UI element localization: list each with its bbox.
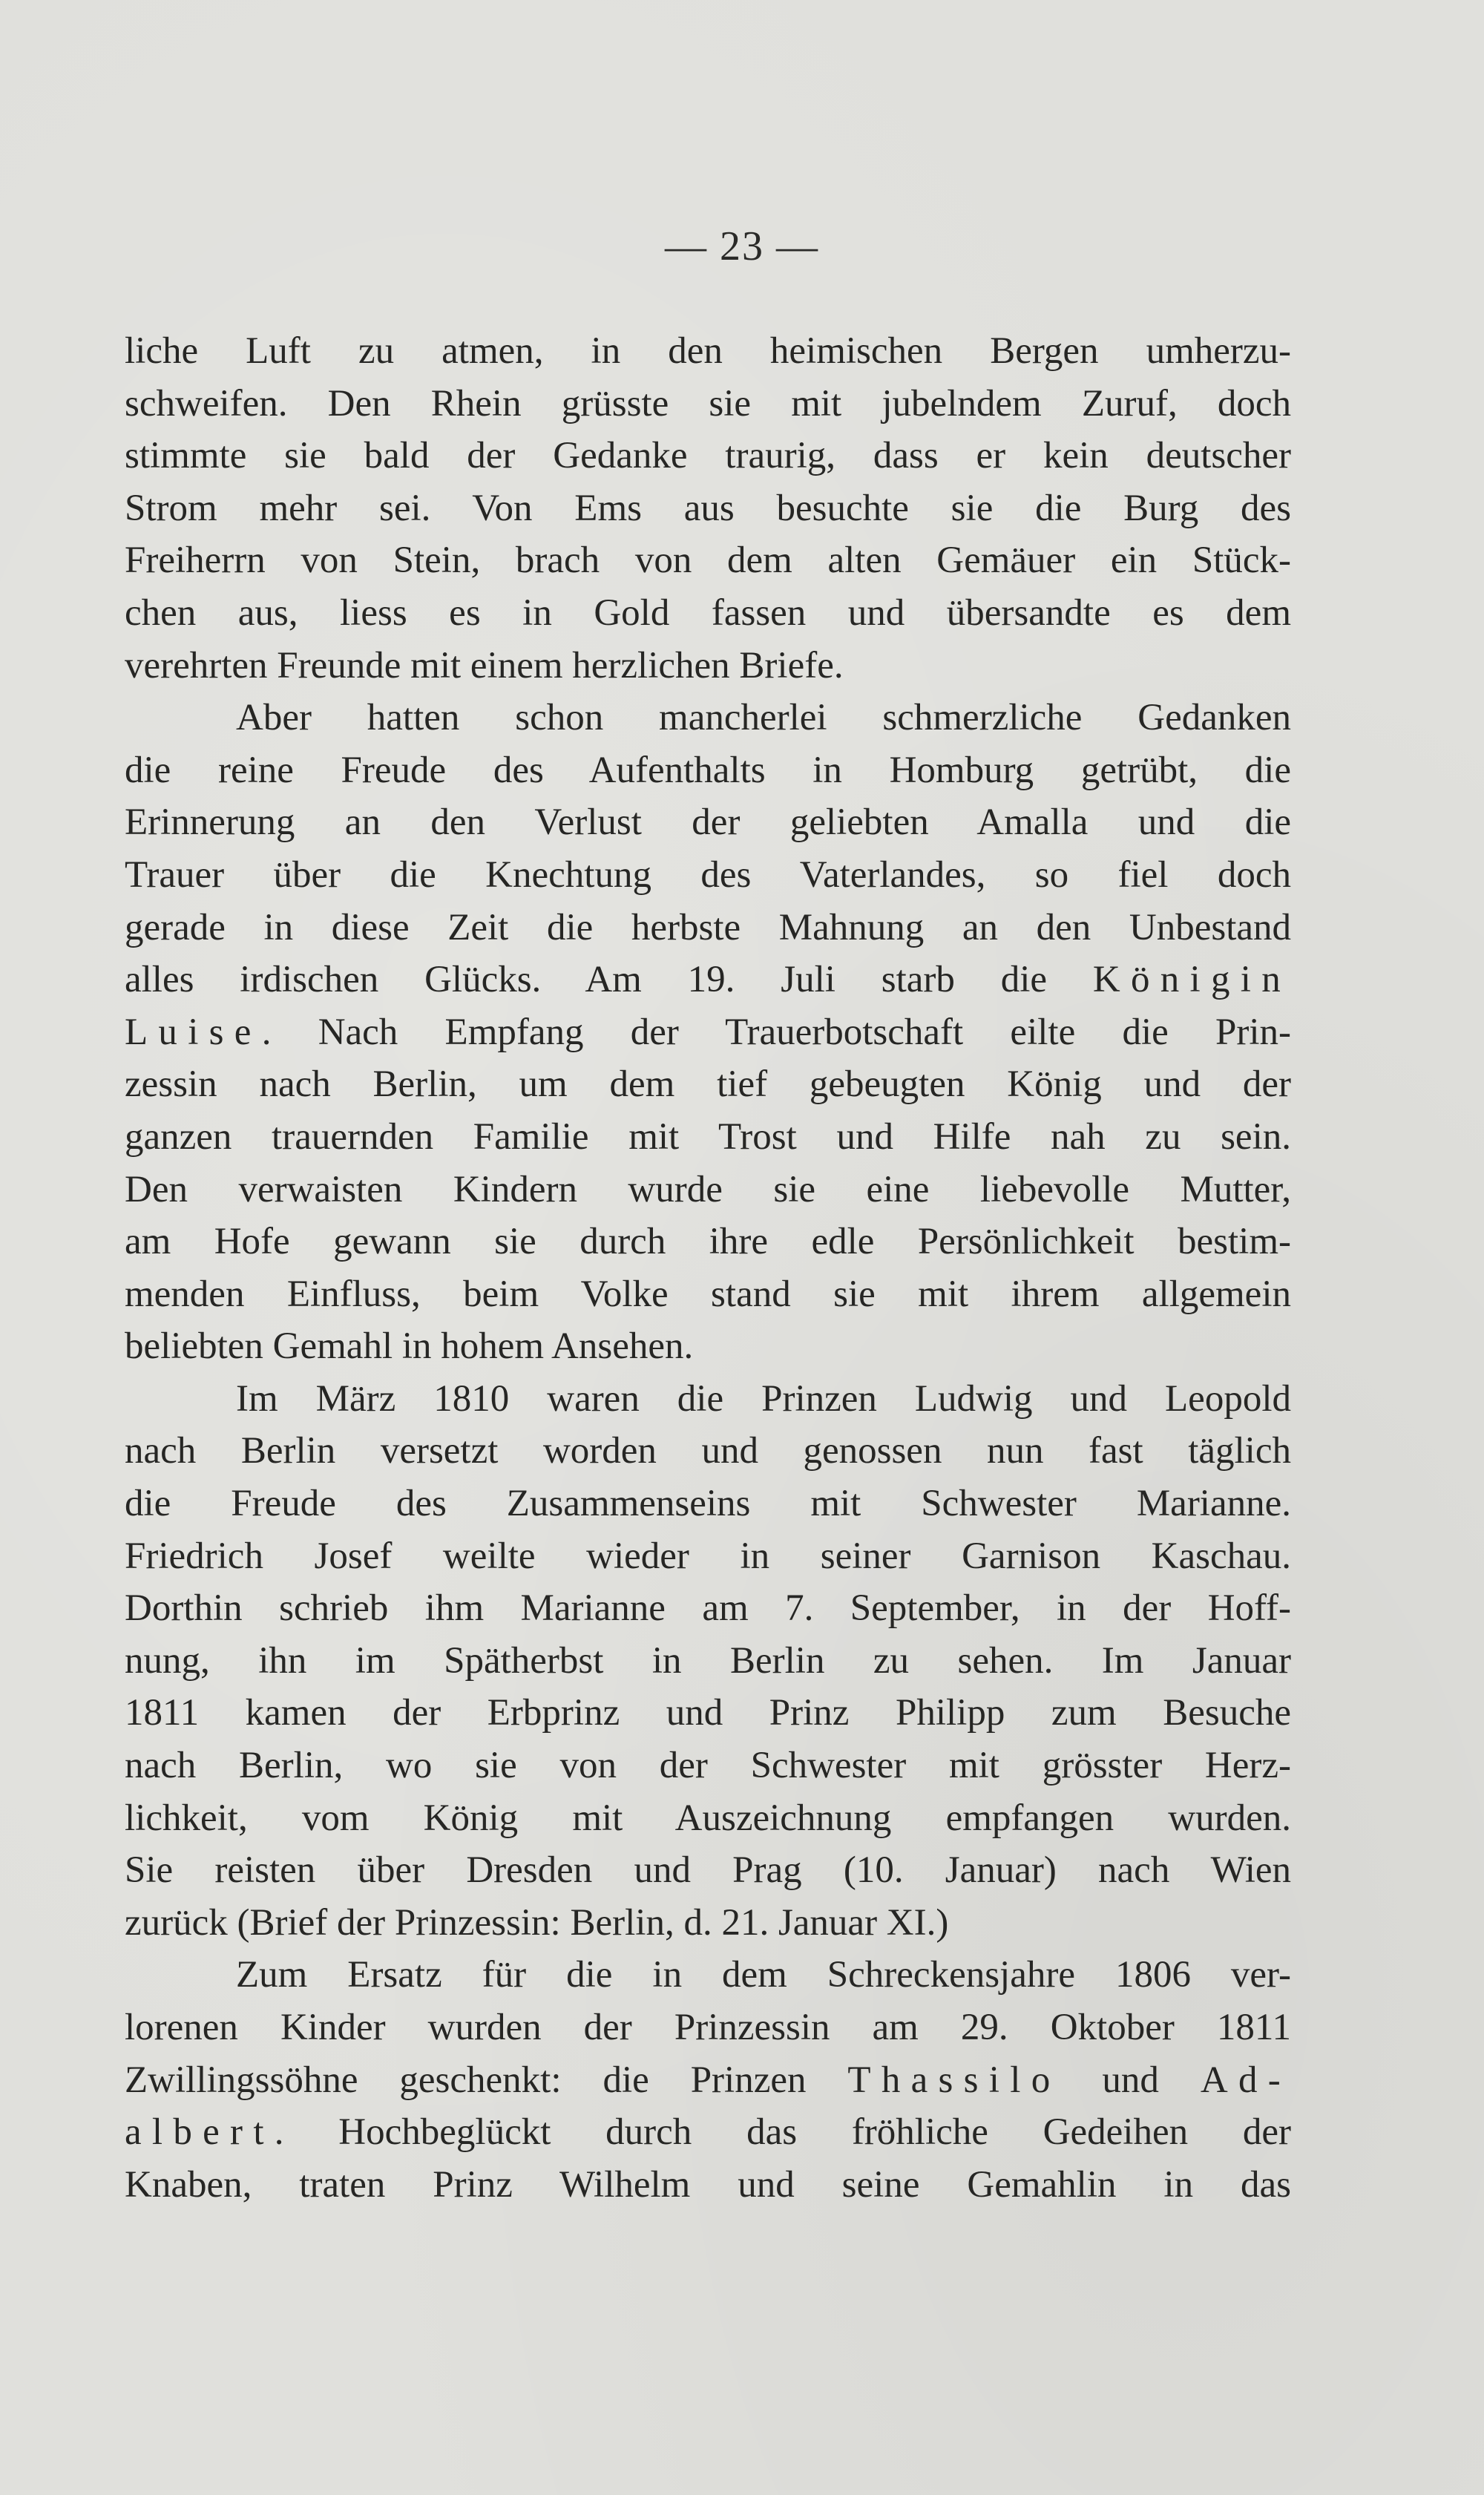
line-text: Trauer über die Knechtung des Vaterlandes, so fiel doch	[125, 853, 1291, 896]
line-text: Friedrich Josef weilte wieder in seiner Garnison Kaschau.	[125, 1535, 1291, 1577]
line-text: stimmte sie bald der Gedanke traurig, dass er kein deutscher	[125, 435, 1291, 477]
text-line	[125, 1530, 1291, 1583]
text-line	[125, 325, 1291, 378]
text-line	[125, 1687, 1291, 1740]
text-line	[125, 692, 1291, 744]
text-line	[125, 744, 1291, 797]
text-line	[125, 640, 1291, 692]
text-line	[125, 482, 1291, 535]
line-text: Im März 1810 waren die Prinzen Ludwig und Leopold	[236, 1377, 1291, 1420]
text-line	[125, 1478, 1291, 1530]
emphasized-name: Thassilo	[847, 2059, 1061, 2101]
line-text: lorenen Kinder wurden der Prinzessin am 29. Oktober 1811	[125, 2007, 1291, 2048]
line-text: verehrten Freunde mit einem herzlichen Briefe.	[125, 644, 844, 686]
text-line	[125, 1425, 1291, 1478]
text-line	[125, 796, 1291, 849]
line-text: Erinnerung an den Verlust der geliebten Amalla und die	[125, 801, 1291, 844]
line-text: Knaben, traten Prinz Wilhelm und seine Gemahlin in das	[125, 2163, 1291, 2206]
text-line	[125, 2159, 1291, 2212]
text-line	[125, 1164, 1291, 1216]
line-text: Den verwaisten Kindern wurde sie eine liebevolle Mutter,	[125, 1168, 1291, 1210]
line-text: Sie reisten über Dresden und Prag (10. Januar) nach Wien	[125, 1849, 1291, 1892]
text-line	[125, 2106, 1291, 2159]
emphasized-name: albert	[125, 2111, 275, 2154]
text-line	[125, 1111, 1291, 1164]
line-text: Dorthin schrieb ihm Marianne am 7. September, in der Hoff-	[125, 1587, 1291, 1630]
text-line	[125, 534, 1291, 587]
line-text: Strom mehr sei. Von Ems aus besuchte sie die Burg des	[125, 487, 1291, 529]
text-line	[125, 1740, 1291, 1792]
line-text: zurück (Brief der Prinzessin: Berlin, d. 21. Januar XI.)	[125, 1901, 949, 1944]
line-text: gerade in diese Zeit die herbste Mahnung an den Unbestand	[125, 906, 1291, 948]
line-text: menden Einfluss, beim Volke stand sie mit ihrem allgemein	[125, 1273, 1291, 1315]
line-text: Zum Ersatz für die in dem Schreckensjahre 1806 ver-	[236, 1954, 1291, 1996]
line-text: am Hofe gewann sie durch ihre edle Persönlichkeit bestim-	[125, 1221, 1291, 1263]
line-text: und	[1102, 2059, 1159, 2101]
line-text: Freiherrn von Stein, brach von dem alten Gemäuer ein Stück-	[125, 540, 1291, 582]
line-text: chen aus, liess es in Gold fassen und übersandte es dem	[125, 591, 1291, 634]
text-line	[125, 1058, 1291, 1111]
line-text: beliebten Gemahl in hohem Ansehen.	[125, 1325, 694, 1368]
text-line	[125, 1006, 1291, 1059]
text-line	[125, 587, 1291, 640]
text-line	[125, 2001, 1291, 2054]
line-text: schweifen. Den Rhein grüsste sie mit jubelndem Zuruf, doch	[125, 382, 1291, 424]
text-line	[125, 1268, 1291, 1321]
page-number: — 23 —	[665, 223, 819, 269]
text-line	[125, 1216, 1291, 1268]
text-line	[125, 902, 1291, 954]
line-text: die reine Freude des Aufenthalts in Homburg getrübt, die	[125, 749, 1291, 791]
emphasized-name: Ad-	[1200, 2059, 1292, 2101]
line-text: liche Luft zu atmen, in den heimischen Bergen umherzu-	[125, 330, 1291, 372]
text-line	[125, 849, 1291, 902]
line-text: nach Berlin versetzt worden und genossen nun fast täglich	[125, 1430, 1291, 1472]
text-line	[125, 1844, 1291, 1897]
text-line	[125, 1949, 1291, 2001]
text-line	[125, 1635, 1291, 1688]
line-text: Aber hatten schon mancherlei schmerzliche Gedanken	[236, 697, 1291, 739]
text-line	[125, 1582, 1291, 1635]
line-text: . Hochbeglückt durch das fröhliche Gedeihen der	[274, 2111, 1291, 2154]
text-line	[125, 1792, 1291, 1845]
text-line	[125, 1373, 1291, 1426]
emphasized-name: Luise	[125, 1011, 262, 1053]
line-text: nach Berlin, wo sie von der Schwester mit grösster Herz-	[125, 1745, 1291, 1787]
line-text: nung, ihn im Spätherbst in Berlin zu sehen. Im Januar	[125, 1639, 1291, 1682]
line-text: alles irdischen Glücks. Am 19. Juli starb die	[125, 959, 1048, 1001]
line-text: zessin nach Berlin, um dem tief gebeugten König und der	[125, 1063, 1291, 1106]
line-text: die Freude des Zusammenseins mit Schwester Marianne.	[125, 1483, 1291, 1525]
text-line	[125, 954, 1291, 1006]
body-text	[125, 325, 1291, 2211]
line-text: ganzen trauernden Familie mit Trost und Hilfe nah zu sein.	[125, 1115, 1291, 1158]
text-line	[125, 430, 1291, 482]
text-line	[125, 378, 1291, 430]
text-line	[125, 1320, 1291, 1373]
line-text: 1811 kamen der Erbprinz und Prinz Philipp zum Besuche	[125, 1692, 1291, 1734]
line-text: . Nach Empfang der Trauerbotschaft eilte die Prin-	[261, 1011, 1291, 1053]
line-text: lichkeit, vom König mit Auszeichnung empfangen wurden.	[125, 1797, 1291, 1839]
line-text: Zwillingssöhne geschenkt: die Prinzen	[125, 2059, 807, 2101]
text-line	[125, 1897, 1291, 1950]
text-line	[125, 2054, 1291, 2107]
emphasized-name: Königin	[1092, 959, 1292, 1001]
